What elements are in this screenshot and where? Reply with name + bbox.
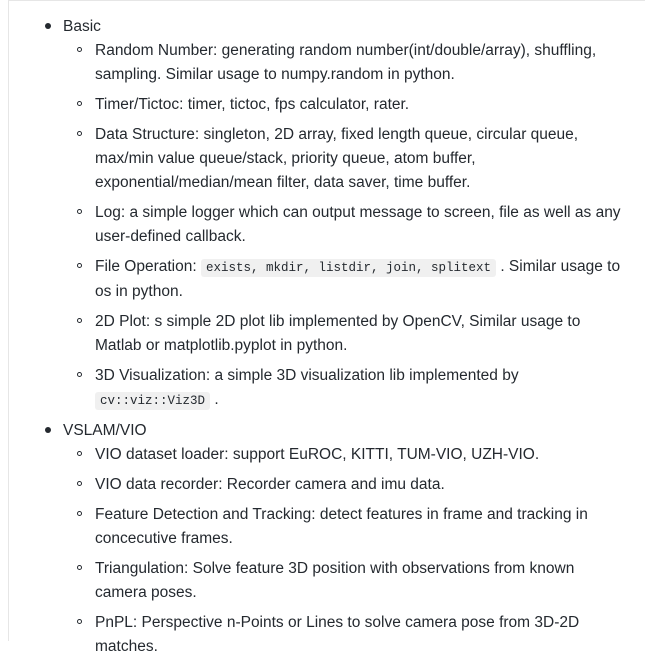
section-item [63,419,627,659]
feature-item [95,364,627,413]
feature-item [95,443,627,467]
bullet-circle-icon [77,372,82,377]
inline-code: cv::viz::Viz3D [95,392,210,410]
feature-list [27,15,627,659]
feature-text: 3D Visualization: a simple 3D visualization lib implemented by [95,367,519,384]
feature-text: Random Number: generating random number(int/double/array), shuffling, sampling. Similar usage to numpy.random in python. [95,42,597,83]
feature-text: Feature Detection and Tracking: detect features in frame and tracking in concecutive frames. [95,506,588,547]
feature-text: Data Structure: singleton, 2D array, fixed length queue, circular queue, max/min value queue/stack, priority queue, atom buffer, exponential/median/mean filter, data saver, time buffer. [95,126,579,191]
feature-text: File Operation: [95,258,201,275]
bullet-circle-icon [77,619,82,624]
bullet-circle-icon [77,209,82,214]
section-sublist [63,443,627,659]
feature-item [95,473,627,497]
feature-item [95,93,627,117]
feature-text: . Similar usage to os in python. [95,258,621,300]
feature-text: VIO dataset loader: support EuROC, KITTI, TUM-VIO, UZH-VIO. [95,446,540,463]
inline-code: exists, mkdir, listdir, join, splitext [201,259,496,277]
document-content [9,1,645,655]
section-title: Basic [63,18,101,35]
bullet-circle-icon [77,131,82,136]
section-item [63,15,627,413]
feature-item [95,557,627,605]
left-gutter [0,0,9,641]
bullet-circle-icon [77,481,82,486]
bullet-circle-icon [77,101,82,106]
bullet-circle-icon [77,263,82,268]
feature-item [95,39,627,87]
feature-text: PnPL: Perspective n-Points or Lines to solve camera pose from 3D-2D matches. [95,614,580,655]
feature-item [95,503,627,551]
section-title: VSLAM/VIO [63,422,147,439]
bullet-circle-icon [77,565,82,570]
bullet-circle-icon [77,318,82,323]
feature-text: VIO data recorder: Recorder camera and imu data. [95,476,445,493]
feature-text: Timer/Tictoc: timer, tictoc, fps calculator, rater. [95,96,410,113]
bullet-disc-icon [45,23,51,29]
feature-item [95,310,627,358]
bullet-circle-icon [77,47,82,52]
section-sublist [63,39,627,413]
feature-text: Triangulation: Solve feature 3D position with observations from known camera poses. [95,560,575,601]
feature-text: 2D Plot: s simple 2D plot lib implemented by OpenCV, Similar usage to Matlab or matplotlib.pyplot in python. [95,313,581,354]
bullet-circle-icon [77,451,82,456]
feature-text: . [210,391,219,408]
feature-item [95,255,627,304]
feature-item [95,611,627,659]
bullet-circle-icon [77,511,82,516]
feature-item [95,201,627,249]
bullet-disc-icon [45,427,51,433]
feature-item [95,123,627,195]
feature-text: Log: a simple logger which can output message to screen, file as well as any user-defined callback. [95,204,621,245]
